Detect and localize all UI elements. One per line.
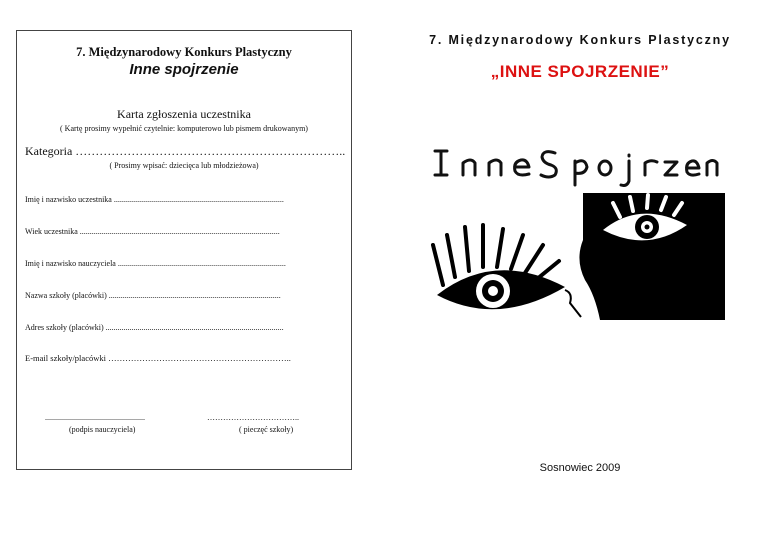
teacher-name-field[interactable]: Imię i nazwisko nauczyciela .................................................................................... — [25, 259, 286, 268]
school-address-field[interactable]: Adres szkoły (placówki) ......................................................................................... — [25, 323, 284, 332]
cover-big-title: „INNE SPOJRZENIE” — [490, 62, 670, 81]
eye-logo-icon — [425, 145, 725, 345]
school-name-field[interactable]: Nazwa szkoły (placówki) ...................................................................................... — [25, 291, 281, 300]
entry-form — [16, 30, 352, 470]
category-field[interactable]: Kategoria ………………………………………………………….. — [25, 144, 346, 158]
participant-name-field[interactable]: Imię i nazwisko uczestnika ..................................................................................... — [25, 195, 284, 204]
school-email-field[interactable]: E-mail szkoły/placówki ……………………………………………………….. — [25, 353, 291, 363]
cover-footer: Sosnowiec 2009 — [539, 462, 621, 474]
teacher-signature-line[interactable]: .................................................. — [45, 413, 145, 422]
cover-title: 7. Międzynarodowy Konkurs Plastyczny — [429, 33, 731, 47]
participant-age-field[interactable]: Wiek uczestnika .................................................................................................... — [25, 227, 280, 236]
form-subtitle: Inne spojrzenie — [129, 61, 239, 78]
school-stamp-label: ( pieczęć szkoły) — [239, 425, 294, 434]
teacher-signature-label: (podpis nauczyciela) — [69, 425, 136, 434]
card-title: Karta zgłoszenia uczestnika — [117, 107, 251, 121]
card-note: ( Kartę prosimy wypełnić czytelnie: komputerowo lub pismem drukowanym) — [60, 124, 308, 133]
category-hint: ( Prosimy wpisać: dziecięca lub młodzieżowa) — [109, 161, 259, 170]
form-title: 7. Międzynarodowy Konkurs Plastyczny — [76, 45, 292, 59]
school-stamp-line[interactable]: …………………………….. — [207, 413, 299, 422]
